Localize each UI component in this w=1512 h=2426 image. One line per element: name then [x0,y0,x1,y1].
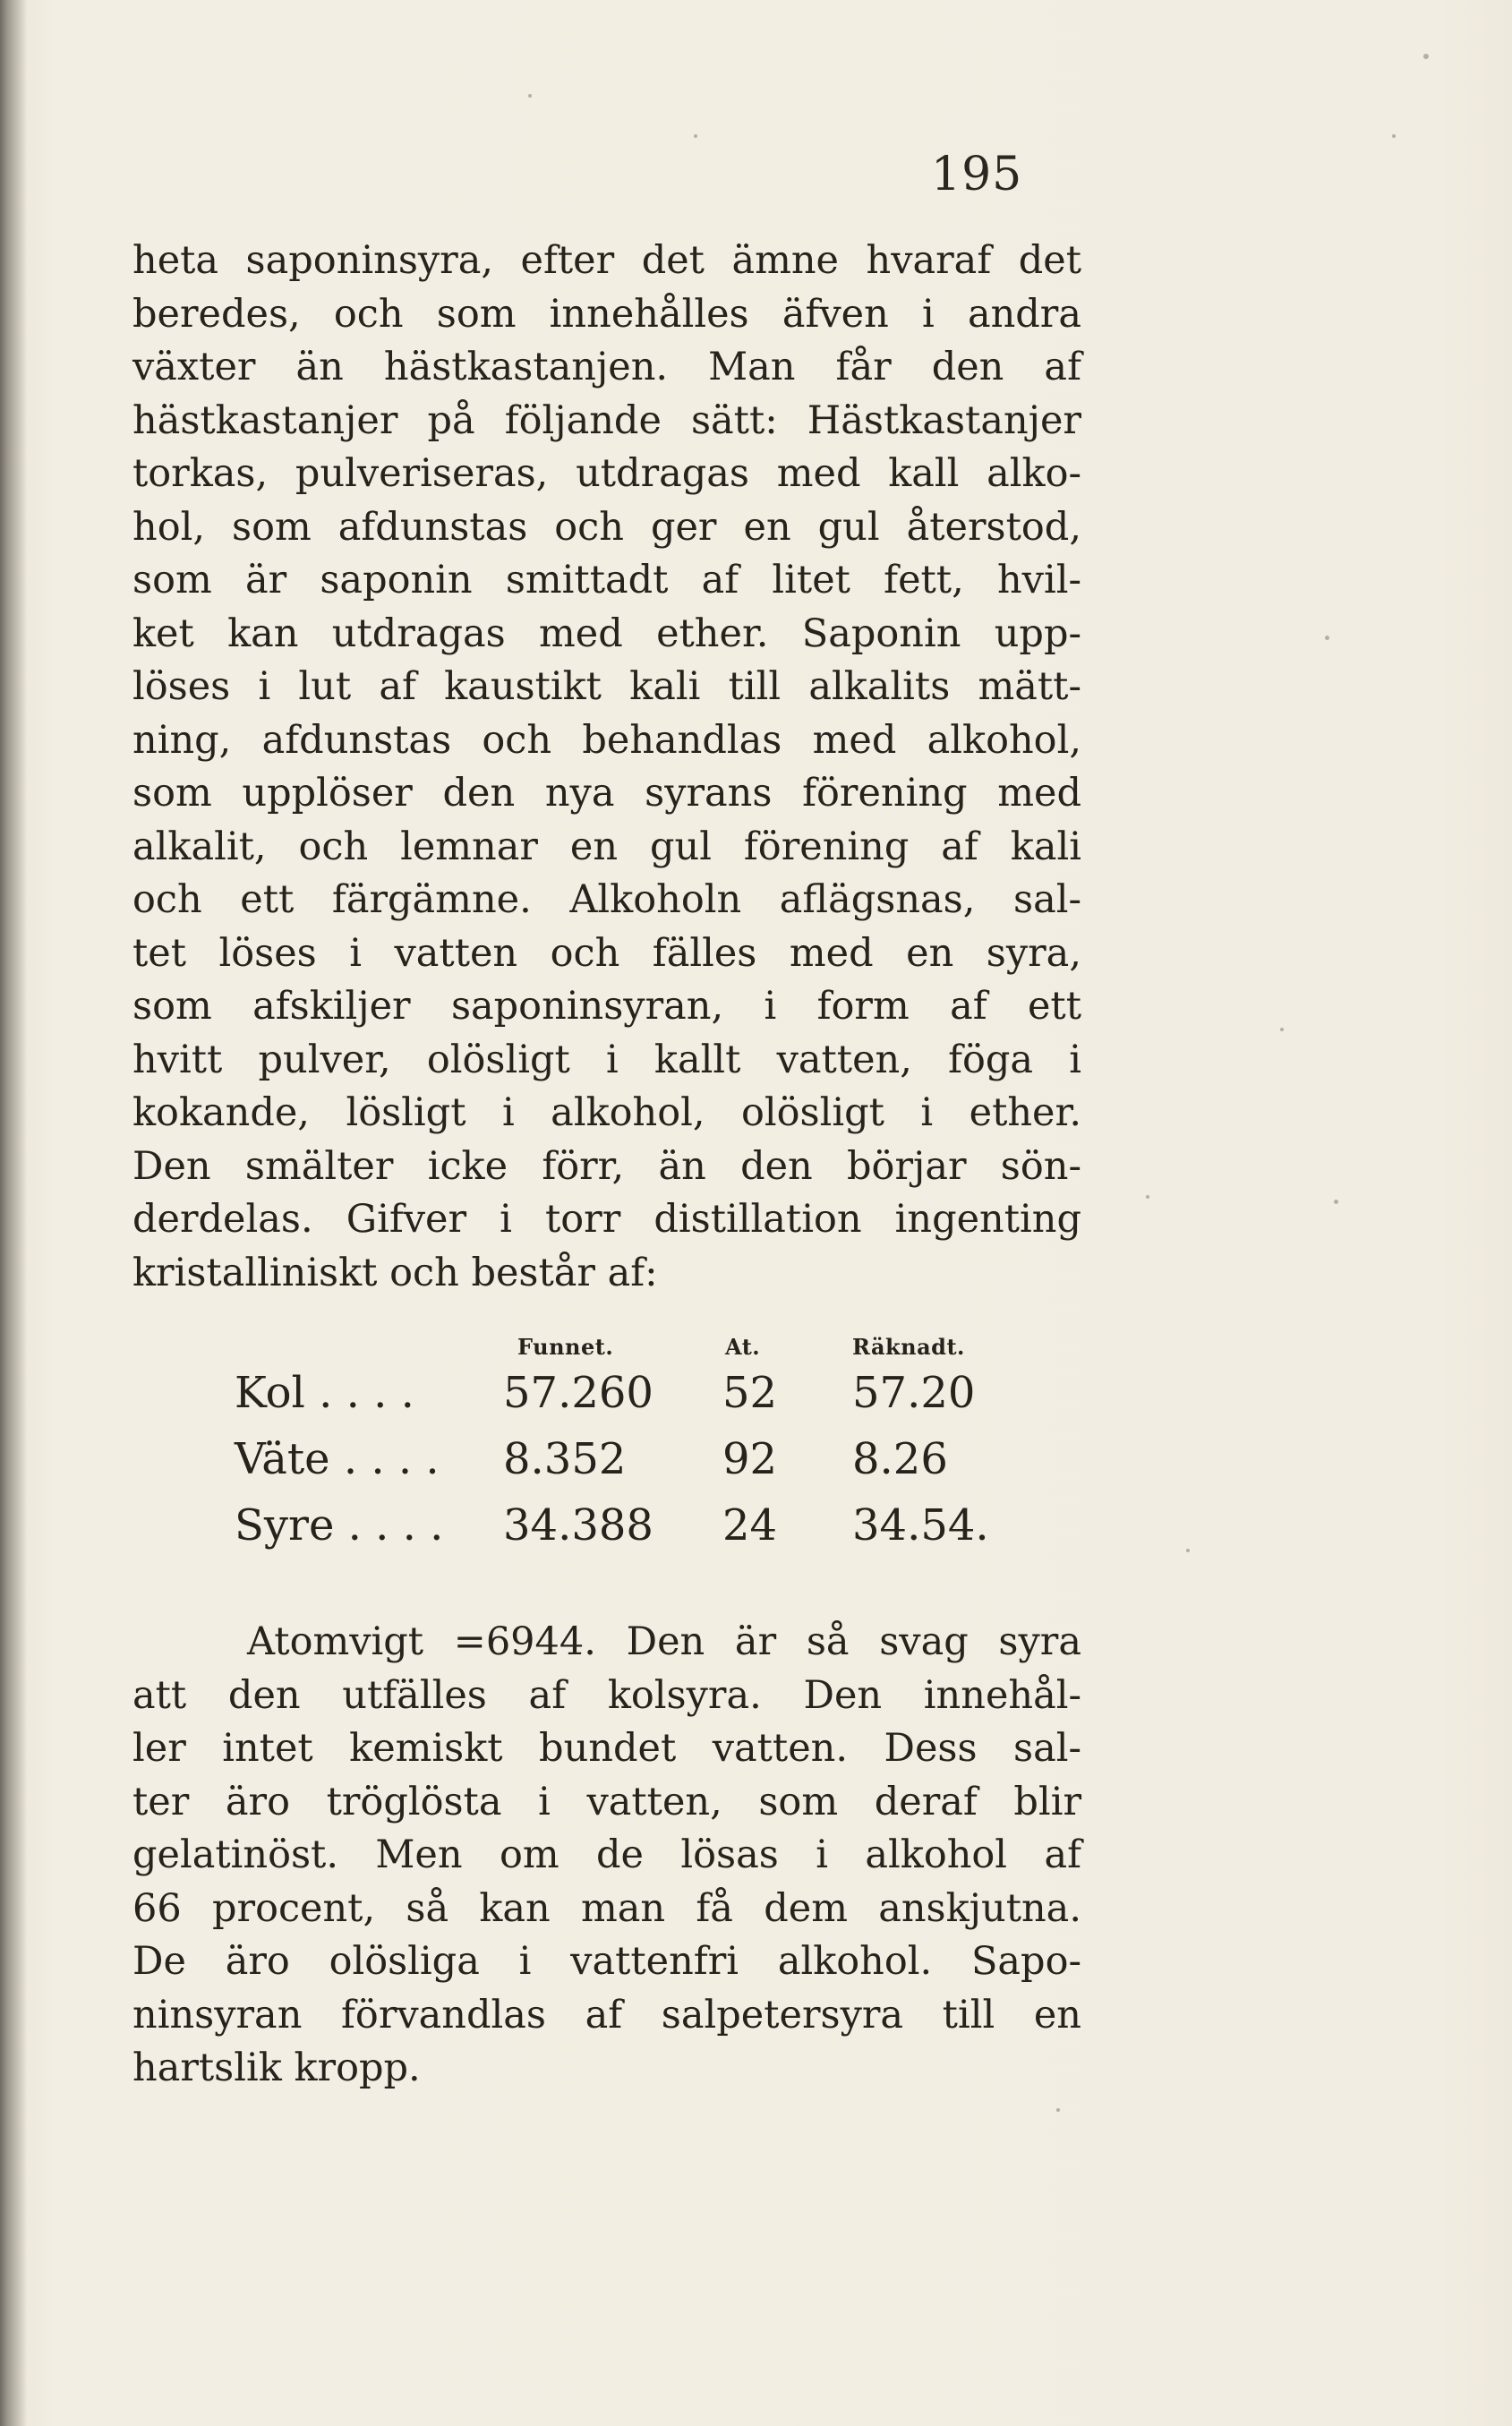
paragraph-atomic-weight [132,1616,1081,2096]
calculated-value: 8.26 [852,1434,948,1484]
text-line: Den smälter icke förr, än den börjar sön- [132,1143,1081,1189]
text-line: att den utfälles af kolsyra. Den innehål- [132,1672,1081,1718]
atoms-value: 52 [722,1368,778,1418]
header-calculated: Räknadt. [852,1334,965,1360]
paragraph-saponin-preparation [132,235,1081,1300]
paper-speck [1334,1200,1338,1204]
element-name: Syre . . . . [235,1500,444,1550]
paper-speck [1325,636,1329,640]
paper-speck [1392,134,1396,138]
text-line: och ett färgämne. Alkoholn aflägsnas, sal- [132,877,1081,922]
header-found: Funnet. [517,1334,614,1360]
text-line: hästkastanjer på följande sätt: Hästkastanjer [132,397,1081,443]
text-line: Atomvigt =6944. Den är så svag syra [247,1619,1081,1664]
text-line: alkalit, och lemnar en gul förening af kali [132,824,1081,869]
text-line: ning, afdunstas och behandlas med alkohol, [132,717,1081,763]
header-atoms: At. [725,1334,761,1360]
text-line: ninsyran förvandlas af salpetersyra till en [132,1992,1081,2037]
text-line: som upplöser den nya syrans förening med [132,771,1081,816]
atoms-value: 24 [722,1500,778,1550]
calculated-value: 57.20 [852,1368,976,1418]
analysis-row-carbon [235,1364,1004,1431]
element-name: Väte . . . . [235,1434,440,1484]
text-line: växter än hästkastanjen. Man får den af [132,345,1081,389]
text-line: kristalliniskt och består af: [132,1250,658,1295]
paper-speck [1280,1028,1284,1031]
text-line: ler intet kemiskt bundet vatten. Dess sal- [132,1726,1081,1771]
paper-speck [694,134,697,138]
calculated-value: 34.54. [852,1500,989,1550]
text-line: gelatinöst. Men om de lösas i alkohol af [132,1832,1081,1877]
text-line: derdelas. Gifver i torr distillation ingenting [132,1197,1081,1242]
atoms-value: 92 [722,1434,778,1484]
found-value: 8.352 [503,1434,627,1484]
paper-speck [1423,54,1429,59]
text-line: hol, som afdunstas och ger en gul återstod, [132,504,1081,550]
analysis-row-hydrogen [235,1431,1004,1497]
text-line: beredes, och som innehålles äfven i andra [132,291,1081,337]
text-line: ket kan utdragas med ether. Saponin upp- [132,611,1081,656]
paper-speck [1186,1549,1190,1552]
paper-speck [1056,2108,1060,2112]
paper-speck [528,94,532,98]
text-line: löses i lut af kaustikt kali till alkalits mätt- [132,664,1081,709]
text-line: torkas, pulveriseras, utdragas med kall alko- [132,451,1081,496]
text-line: kokande, lösligt i alkohol, olösligt i ether. [132,1090,1081,1135]
text-line: 66 procent, så kan man få dem anskjutna. [132,1885,1081,1931]
analysis-header-row [235,1325,1004,1364]
elemental-analysis-table [235,1325,1004,1563]
element-name: Kol . . . . [235,1368,414,1418]
text-line: heta saponinsyra, efter det ämne hvaraf det [132,238,1081,283]
text-line: tet löses i vatten och fälles med en syra, [132,930,1081,976]
analysis-row-oxygen [235,1497,1004,1563]
paper-speck [1146,1195,1149,1199]
found-value: 57.260 [503,1368,653,1418]
text-line: De äro olösliga i vattenfri alkohol. Sapo- [132,1939,1081,1984]
text-line: ter äro tröglösta i vatten, som deraf blir [132,1779,1081,1824]
text-line: hvitt pulver, olösligt i kallt vatten, föga i [132,1037,1081,1082]
binding-edge [0,0,27,2426]
found-value: 34.388 [503,1500,653,1550]
text-line: som afskiljer saponinsyran, i form af ett [132,984,1081,1029]
page-number: 195 [931,148,1023,201]
text-line: som är saponin smittadt af litet fett, hvil- [132,558,1081,602]
text-line: hartslik kropp. [132,2046,421,2090]
